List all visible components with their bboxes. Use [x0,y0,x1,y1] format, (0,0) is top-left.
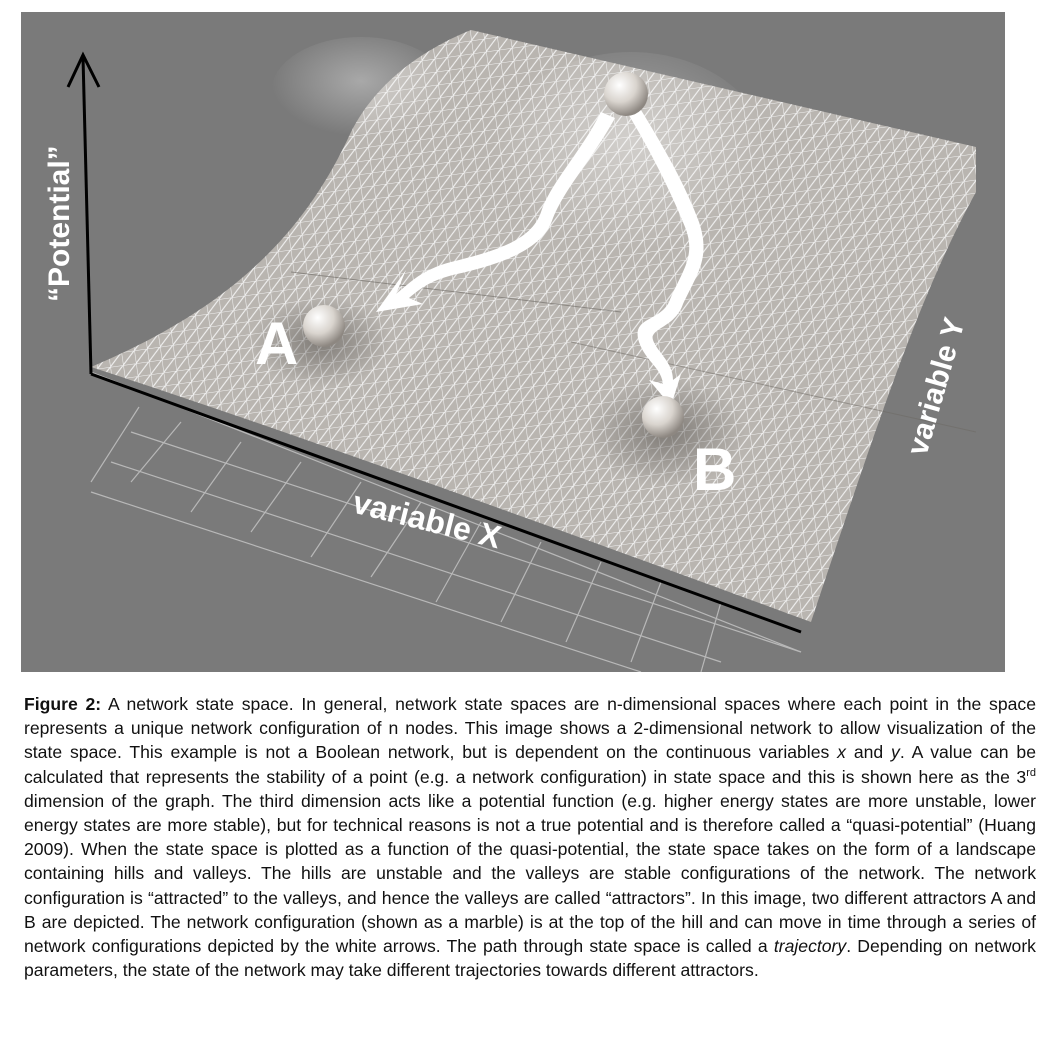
potential-axis-label: “Potential” [43,145,76,302]
caption-superscript: rd [1026,766,1036,779]
attractor-b-label: B [693,436,737,503]
caption-text-3: . A value can be calculated that represents the stability of a point (e.g. a network configuration) in state space and this is shown here as the 3 [24,742,1036,787]
caption-text-2: and [845,742,892,763]
marble-top [604,72,648,116]
figure-number: Figure 2: [24,694,102,714]
marble-b [642,396,684,438]
state-space-figure [21,12,1005,672]
figure-caption [24,692,1036,982]
attractor-a-label: A [255,310,299,377]
caption-var-x: x [837,742,846,763]
y-axis-label: variable Y [901,314,972,459]
caption-text-4: dimension of the graph. The third dimension acts like a potential function (e.g. higher energy states are more unstable, lower energy states are more stable), but for technical reasons is not a true potential and is therefore called a “quasi-potential” (Huang 2009). When the state space is plotted as a function of the quasi-potential, the state space takes on the form of a landscape containing hills and valleys. The hills are unstable and the valleys are stable configurations of the network. The network configuration is “attracted” to the valleys, and hence the valleys are called “attractors”. In this image, two different attractors A and B are depicted. The network configuration (shown as a marble) is at the top of the hill and can move in time through a series of network configurations depicted by the white arrows. The path through state space is called a [24,790,1036,957]
caption-text-5: . Depending on network parameters, the state of the network may take different trajectories towards different attractors. [24,936,1036,981]
landscape-svg [21,12,1005,672]
potential-axis [83,57,91,374]
caption-var-y: y [891,742,900,763]
caption-trajectory-term: trajectory [773,936,847,957]
caption-text-1: A network state space. In general, network state spaces are n-dimensional spaces where each point in the space represents a unique network configuration of n nodes. This image shows a 2-dimensional network to allow visualization of the state space. This example is not a Boolean network, but is dependent on the continuous variables [24,694,1036,763]
x-axis-label: variable X [349,483,505,556]
marble-a [303,305,345,347]
